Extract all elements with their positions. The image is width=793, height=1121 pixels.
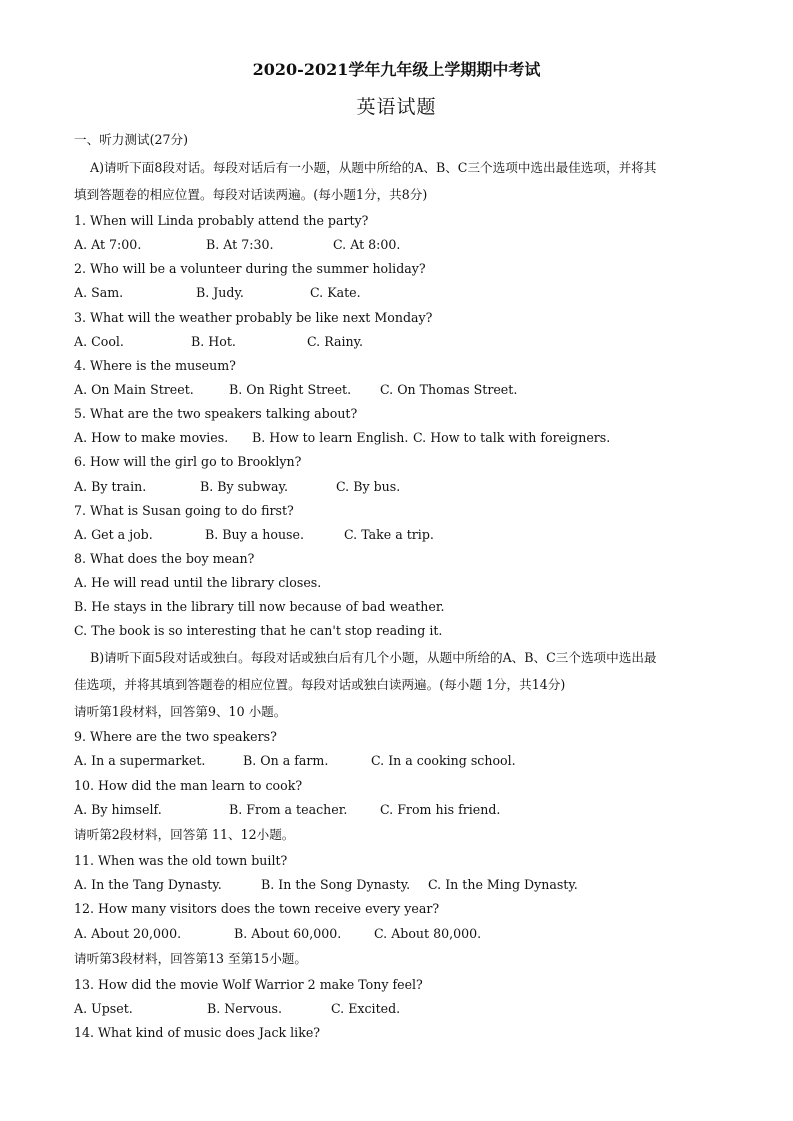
part-b-instructions-2: 佳选项，并将其填到答题卷的相应位置。每段对话或独白读两遍。(每小题 1分，共14分)	[74, 677, 566, 692]
q3-option-c: C. Rainy.	[307, 334, 364, 349]
question-8: 8. What does the boy mean?	[74, 551, 255, 566]
q13-option-b: B. Nervous.	[207, 1001, 283, 1016]
question-7: 7. What is Susan going to do first?	[74, 503, 294, 518]
q2-option-c: C. Kate.	[310, 285, 361, 300]
q2-option-a: A. Sam.	[74, 285, 124, 300]
q9-option-b: B. On a farm.	[243, 753, 329, 768]
question-14: 14. What kind of music does Jack like?	[74, 1025, 321, 1040]
question-10: 10. How did the man learn to cook?	[74, 778, 303, 793]
q6-option-b: B. By subway.	[200, 479, 289, 494]
q12-option-a: A. About 20,000.	[74, 926, 182, 941]
q3-option-a: A. Cool.	[74, 334, 124, 349]
question-4: 4. Where is the museum?	[74, 358, 236, 373]
question-5: 5. What are the two speakers talking about?	[74, 406, 358, 421]
section-heading: 一、听力测试(27分)	[74, 132, 189, 147]
page-subtitle: 英语试题	[356, 96, 437, 118]
page-title: 2020-2021学年九年级上学期期中考试	[252, 60, 541, 79]
q12-option-c: C. About 80,000.	[374, 926, 482, 941]
q1-option-b: B. At 7:30.	[206, 237, 274, 252]
q1-option-a: A. At 7:00.	[74, 237, 142, 252]
q8-option-c: C. The book is so interesting that he can't stop reading it.	[74, 623, 443, 638]
q8-option-b: B. He stays in the library till now because of bad weather.	[74, 599, 445, 614]
material-1-heading: 请听第1段材料，回答第9、10 小题。	[74, 704, 287, 719]
q7-option-a: A. Get a job.	[74, 527, 153, 542]
q13-option-a: A. Upset.	[74, 1001, 133, 1016]
q2-option-b: B. Judy.	[196, 285, 244, 300]
question-1: 1. When will Linda probably attend the party?	[74, 213, 369, 228]
q13-option-c: C. Excited.	[331, 1001, 401, 1016]
part-b-instructions-1: B)请听下面5段对话或独白。每段对话或独白后有几个小题，从题中所给的A、B、C三个选项中选出最	[90, 650, 657, 665]
q12-option-b: B. About 60,000.	[234, 926, 342, 941]
q10-option-a: A. By himself.	[74, 802, 162, 817]
question-13: 13. How did the movie Wolf Warrior 2 make Tony feel?	[74, 977, 423, 992]
q5-option-b: B. How to learn English.	[252, 430, 409, 445]
q7-option-b: B. Buy a house.	[205, 527, 304, 542]
material-2-heading: 请听第2段材料，回答第 11、12小题。	[74, 827, 295, 842]
q5-option-a: A. How to make movies.	[74, 430, 229, 445]
q4-option-c: C. On Thomas Street.	[380, 382, 518, 397]
q4-option-a: A. On Main Street.	[74, 382, 194, 397]
q8-option-a: A. He will read until the library closes.	[74, 575, 322, 590]
q11-option-c: C. In the Ming Dynasty.	[428, 877, 578, 892]
q9-option-c: C. In a cooking school.	[371, 753, 516, 768]
q1-option-c: C. At 8:00.	[333, 237, 401, 252]
q3-option-b: B. Hot.	[191, 334, 236, 349]
q5-option-c: C. How to talk with foreigners.	[413, 430, 611, 445]
question-12: 12. How many visitors does the town receive every year?	[74, 901, 440, 916]
q10-option-c: C. From his friend.	[380, 802, 501, 817]
material-3-heading: 请听第3段材料，回答第13 至第15小题。	[74, 951, 307, 966]
part-a-instructions-1: A)请听下面8段对话。每段对话后有一小题，从题中所给的A、B、C三个选项中选出最佳选项，并将其	[90, 160, 657, 175]
q4-option-b: B. On Right Street.	[229, 382, 352, 397]
q6-option-c: C. By bus.	[336, 479, 401, 494]
q9-option-a: A. In a supermarket.	[74, 753, 206, 768]
part-a-instructions-2: 填到答题卷的相应位置。每段对话读两遍。(每小题1分，共8分)	[74, 187, 428, 202]
question-2: 2. Who will be a volunteer during the summer holiday?	[74, 261, 426, 276]
q11-option-a: A. In the Tang Dynasty.	[74, 877, 222, 892]
q11-option-b: B. In the Song Dynasty.	[261, 877, 411, 892]
question-6: 6. How will the girl go to Brooklyn?	[74, 454, 302, 469]
q6-option-a: A. By train.	[74, 479, 147, 494]
question-11: 11. When was the old town built?	[74, 853, 288, 868]
question-9: 9. Where are the two speakers?	[74, 729, 277, 744]
question-3: 3. What will the weather probably be like next Monday?	[74, 310, 433, 325]
q10-option-b: B. From a teacher.	[229, 802, 348, 817]
q7-option-c: C. Take a trip.	[344, 527, 434, 542]
